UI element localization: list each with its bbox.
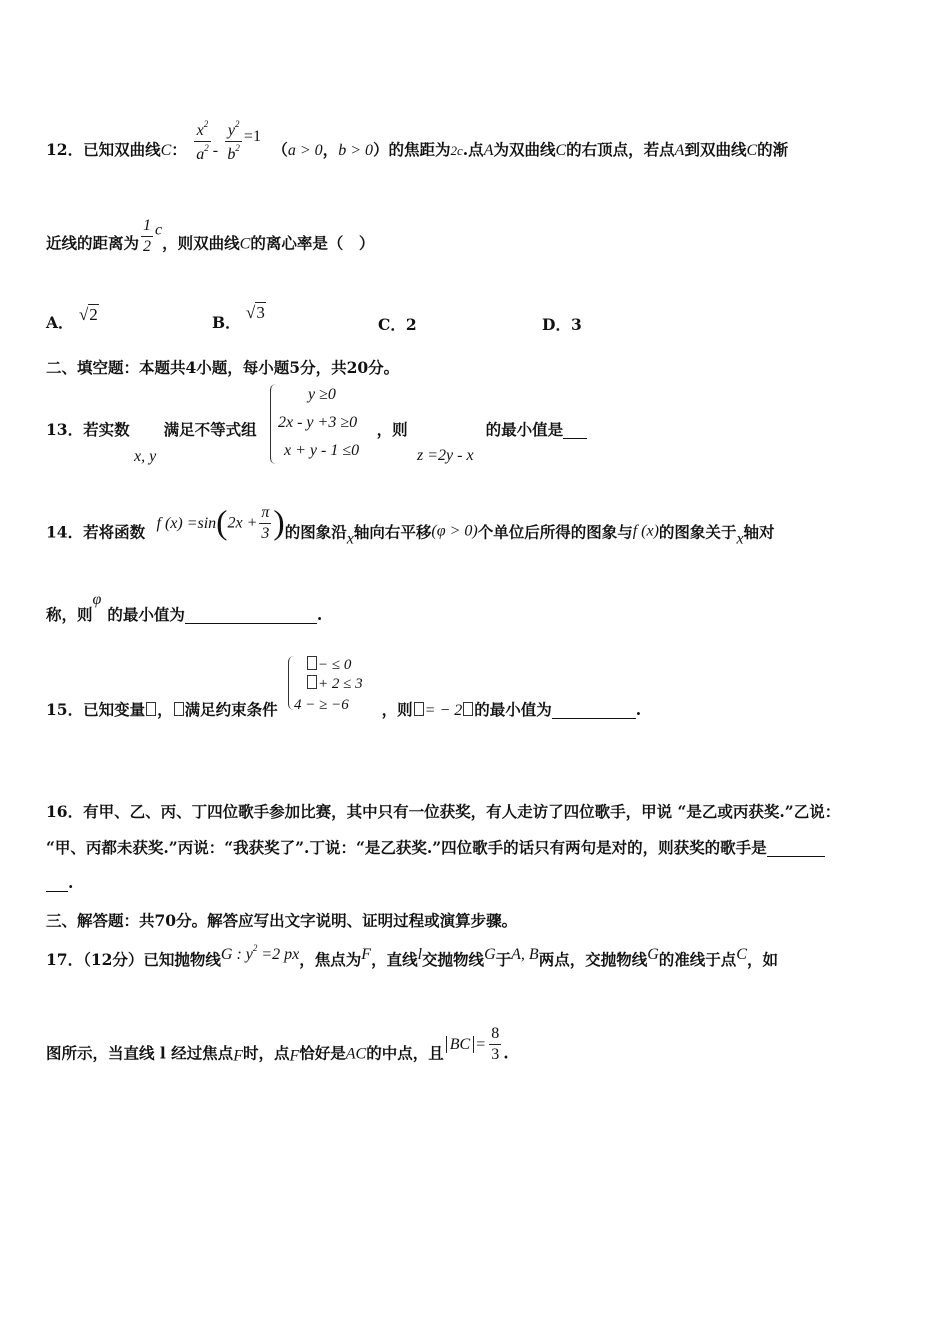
missing-glyph-icon: [414, 702, 424, 716]
q17-line1: 17．（12分）已知抛物线G : $y^2 =2$ px，焦点为F，直线l交抛物线G于A, B两点，交抛物线G的准线于点C，如: [46, 943, 778, 969]
q13-system-brace: [270, 384, 277, 464]
q17-line2: 图所示，当直线 l 经过焦点F时，点F恰好是AC的中点，且 BC = $\frac{8}{3}$ .: [46, 1025, 509, 1065]
q17-abs-bc: BC: [446, 1036, 474, 1053]
q15-sys-1: − ≤ 0: [306, 656, 351, 674]
q15-sys-3: 4 − ≥ −6: [294, 697, 349, 713]
q12-frac-y2b2: $\frac{y^2}{b^2}$: [227, 119, 240, 163]
q13-sys-1: y ≥0: [308, 386, 336, 403]
q16-line2: “甲、丙都未获奖.”丙说：“我获奖了”.丁说：“是乙获奖.”四位歌手的话只有两句是对的，则获奖的歌手是: [46, 840, 910, 857]
missing-glyph-icon: [174, 702, 184, 716]
q15-line: 15．已知变量 ， 满足约束条件 ，则 = − 2 的最小值为 .: [46, 700, 642, 719]
q13-answer-blank[interactable]: [563, 422, 587, 439]
q13-line: 13．若实数 满足不等式组 ，则 的最小值是: [46, 422, 910, 439]
q12-frac-x2a2: $\frac{x^2}{a^2}$: [196, 119, 209, 163]
q14-line1: 14．若将函数 f (x) =sin(2x + $\frac{\pi}{3}$ )的图象沿x轴向右平移(φ > 0)个单位后所得的图象与f (x)的图象关于x轴对: [46, 504, 775, 548]
q12-number: 12．: [46, 140, 84, 159]
section-2-heading: 二、填空题：本题共4小题，每小题5分，共20分。: [46, 358, 400, 377]
q14-line2: 称，则φ的最小值为 .: [46, 591, 323, 624]
left-paren-icon: (: [216, 504, 228, 542]
q17-frac-8-3: $\frac{8}{3}$: [491, 1025, 500, 1063]
sqrt-icon: √2: [78, 305, 98, 324]
missing-glyph-icon: [146, 702, 156, 716]
q15-sys-2: + 2 ≤ 3: [306, 675, 363, 693]
q13-xy: x, y: [134, 448, 157, 465]
q16-line3: .: [46, 875, 910, 892]
q16-line1: 16．有甲、乙、丙、丁四位歌手参加比赛，其中只有一位获奖，有人走访了四位歌手，甲说 “是乙或丙获奖.”乙说：: [46, 802, 841, 821]
section-3-heading: 三、解答题：共70分。解答应写出文字说明、证明过程或演算步骤。: [46, 911, 518, 930]
q12-option-a: A． √2: [46, 305, 98, 332]
q13-sys-3: x + y - 1 ≤0: [284, 442, 360, 459]
q14-frac-pi3: $\frac{\pi}{3}$: [261, 504, 270, 542]
q13-objective: z =2y - x: [417, 447, 474, 464]
missing-glyph-icon: [463, 702, 473, 716]
q14-answer-blank[interactable]: [185, 607, 317, 624]
right-paren-icon: ): [273, 504, 285, 542]
q13-sys-2: 2x - y +3 ≥0: [278, 414, 358, 431]
q12-line1: 12．已知双曲线C： $\frac{x^2}{a^2}$ - $\frac{y^2}{b^2}$ =1 （a > 0，b > 0）的焦距为2c.点A为双曲线C的右顶点，若点A到双曲线C的渐: [46, 119, 789, 163]
q12-frac-half: $\frac{1}{2}$: [143, 217, 152, 255]
q15-answer-blank[interactable]: [552, 702, 636, 719]
q16-answer-blank-cont[interactable]: [46, 875, 68, 892]
q12-option-d: D．3: [542, 315, 582, 334]
q12-option-b: B． √3: [212, 303, 265, 332]
q12-option-c: C．2: [378, 315, 417, 334]
q16-answer-blank[interactable]: [767, 840, 825, 857]
q12-line2: 近线的距离为 $\frac{1}{2}$ c，则双曲线C的离心率是（ ）: [46, 217, 375, 255]
sqrt-icon: √3: [246, 303, 265, 322]
